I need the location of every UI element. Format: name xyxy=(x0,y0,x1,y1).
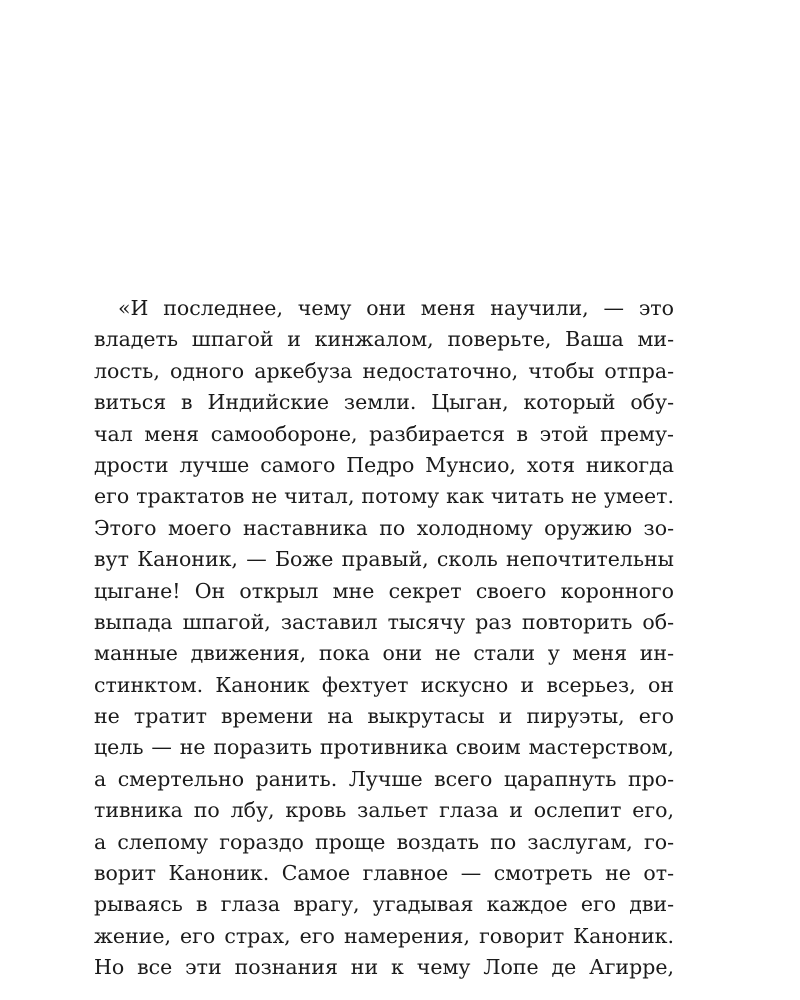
text-line: владеть шпагой и кинжалом, поверьте, Ваша ми- xyxy=(94,327,674,352)
text-line: ворит Каноник. Самое главное — смотреть не от- xyxy=(94,861,674,886)
text-line: а слепому гораздо проще воздать по заслугам, го- xyxy=(94,829,674,854)
text-line: не тратит времени на выкрутасы и пируэты, его xyxy=(94,704,674,729)
text-line: лость, одного аркебуза недостаточно, чтобы отпра- xyxy=(94,358,674,383)
text-line: виться в Индийские земли. Цыган, который обу- xyxy=(94,390,674,415)
text-line: вут Каноник, — Боже правый, сколь непочтительны xyxy=(94,547,674,572)
text-line: стинктом. Каноник фехтует искусно и всерьез, он xyxy=(94,672,674,697)
text-line: выпада шпагой, заставил тысячу раз повторить об- xyxy=(94,609,674,634)
text-line: его трактатов не читал, потому как читать не умеет. xyxy=(94,484,674,509)
text-line: цель — не поразить противника своим мастерством, xyxy=(94,735,674,760)
text-line: Но все эти познания ни к чему Лопе де Агирре, xyxy=(94,955,674,980)
body-text xyxy=(94,293,674,984)
text-line: «И последнее, чему они меня научили, — это xyxy=(118,296,674,320)
text-line: цыгане! Он открыл мне секрет своего коронного xyxy=(94,578,674,603)
text-line: тивника по лбу, кровь зальет глаза и ослепит его, xyxy=(94,798,674,823)
text-line: чал меня самообороне, разбирается в этой прему- xyxy=(94,421,674,446)
text-line: Этого моего наставника по холодному оружию зо- xyxy=(94,515,674,540)
text-line: жение, его страх, его намерения, говорит Каноник. xyxy=(94,923,674,948)
text-line: а смертельно ранить. Лучше всего царапнуть про- xyxy=(94,766,674,791)
text-line: дрости лучше самого Педро Мунсио, хотя никогда xyxy=(94,452,674,477)
text-line: манные движения, пока они не стали у меня ин- xyxy=(94,641,674,666)
text-line: рываясь в глаза врагу, угадывая каждое его дви- xyxy=(94,892,674,917)
